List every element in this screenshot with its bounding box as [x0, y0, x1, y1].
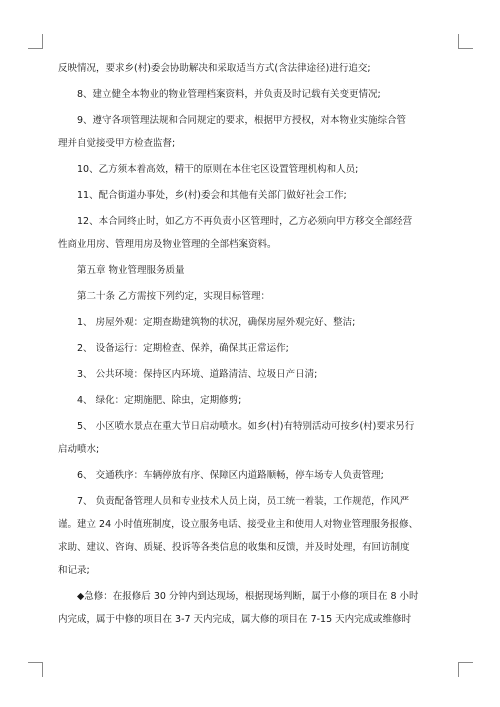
paragraph-line: 和记录; [58, 565, 90, 576]
list-item: 6、 交通秩序：车辆停放有序、保障区内道路顺畅，停车场专人负责管理; [77, 470, 384, 481]
paragraph-line: 理并自觉接受甲方检查监督; [58, 138, 176, 149]
paragraph-line: 12、本合同终止时，如乙方不再负责小区管理时，乙方必须向甲方移交全部经营 [77, 216, 413, 227]
paragraph-line: 启动喷水; [58, 444, 100, 455]
paragraph-line: 9、遵守各项管理法规和合同规定的要求，根据甲方授权，对本物业实施综合管 [77, 115, 407, 126]
crop-mark-bottom-left [28, 662, 43, 677]
list-item: 4、 绿化：定期施肥、除虫，定期修剪; [77, 395, 242, 406]
list-item: 3、 公共环境：保持区内环境、道路清洁、垃圾日产日清; [77, 369, 318, 380]
list-item: ◆急修：在报修后 30 分钟内到达现场，根据现场判断，属于小修的项目在 8 小时 [77, 591, 419, 602]
paragraph-line: 谨。建立 24 小时值班制度，设立服务电话、接受业主和使用人对物业管理服务报修、 [58, 519, 419, 530]
paragraph-line: 8、建立健全本物业的物业管理档案资料，并负责及时记载有关变更情况; [77, 89, 381, 100]
paragraph-line: 内完成，属于中修的项目在 3-7 天内完成，属大修的项目在 7-15 天内完成或维修时 [58, 614, 412, 625]
article-heading: 第二十条 乙方需按下列约定，实现目标管理： [77, 291, 271, 302]
list-item: 2、 设备运行：定期检查、保养，确保其正常运作; [77, 343, 289, 354]
paragraph-line: 求助、建议、咨询、质疑、投诉等各类信息的收集和反馈，并及时处理，有回访制度 [58, 542, 410, 553]
paragraph-line: 10、乙方须本着高效，精干的原则在本住宅区设置管理机构和人员; [77, 164, 359, 175]
list-item: 1、 房屋外观：定期查勘建筑物的状况，确保房屋外观完好、整洁; [77, 317, 356, 328]
paragraph-line: 反映情况，要求乡(村)委会协助解决和采取适当方式(含法律途径)进行追交; [58, 63, 371, 74]
document-body [58, 62, 446, 627]
crop-mark-bottom-right [458, 662, 473, 677]
list-item: 5、 小区喷水景点在重大节日启动喷水。如乡(村)有特别活动可按乡(村)要求另行 [77, 421, 415, 432]
list-item: 7、 负责配备管理人员和专业技术人员上岗，员工统一着装，工作规范，作风严 [77, 496, 410, 507]
chapter-heading: 第五章 物业管理服务质量 [77, 265, 185, 276]
paragraph-line: 性商业用房、管理用房及物业管理的全部档案资料。 [58, 239, 277, 250]
crop-mark-top-right [458, 34, 473, 49]
crop-mark-top-left [28, 34, 43, 49]
paragraph-line: 11、配合街道办事处，乡(村)委会和其他有关部门做好社会工作; [77, 190, 347, 201]
